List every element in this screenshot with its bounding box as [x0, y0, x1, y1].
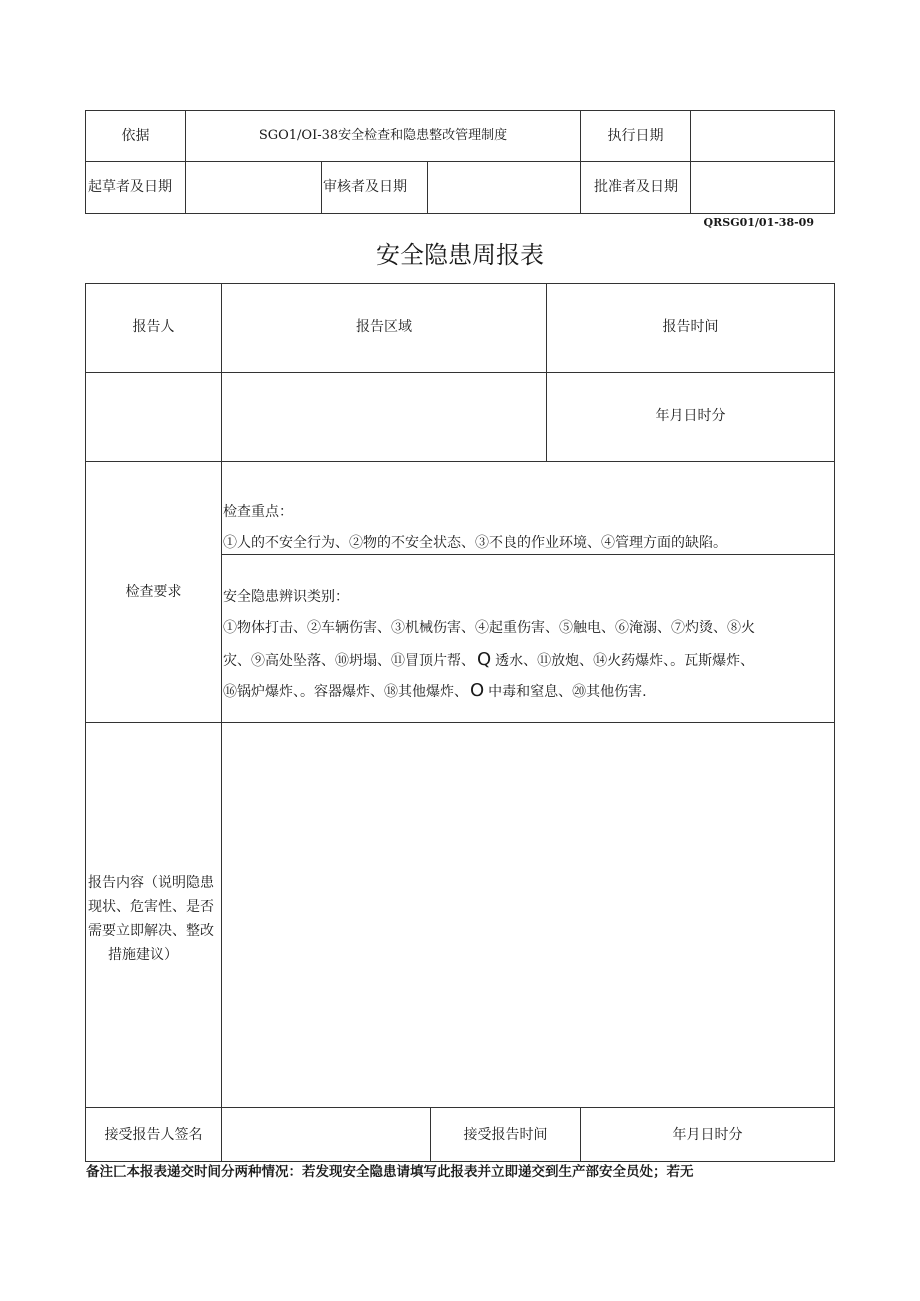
focus-text: ①人的不安全行为、②物的不安全状态、③不良的作业环境、④管理方面的缺陷。: [223, 535, 727, 551]
check-requirements-label: 检查要求: [125, 584, 182, 600]
receiver-sign-label: 接受报告人签名: [104, 1127, 203, 1143]
category-line-3b: 中毒和窒息、⑳其他伤害.: [488, 684, 647, 700]
report-content-area[interactable]: [226, 728, 830, 1102]
category-line-2: [223, 651, 754, 669]
row-divider: [85, 461, 835, 462]
receive-time-label: 接受报告时间: [463, 1127, 548, 1143]
row-divider: [221, 554, 835, 555]
header-table: [85, 110, 835, 214]
reporter-label: 报告人: [132, 319, 175, 335]
content-label-line-1: 报告内容（说明隐患: [88, 875, 214, 891]
category-line-3a: ⑯锅炉爆炸、。容器爆炸、⑱其他爆炸、: [223, 684, 468, 700]
reporter-input[interactable]: [90, 409, 217, 425]
area-input[interactable]: [226, 409, 542, 425]
basis-value: SGO1/OI-38安全检查和隐患整改管理制度: [258, 128, 508, 143]
area-label: 报告区域: [356, 319, 412, 335]
form-code: QRSG01/01-38-09: [703, 216, 814, 229]
category-line-2a: 灾、⑨高处坠落、⑩坍塌、⑪冒顶片帮、: [223, 653, 475, 669]
category-line-3: [223, 682, 647, 700]
col-divider: [221, 283, 222, 1162]
header-col-line: [580, 110, 581, 214]
category-heading: 安全隐患辨识类别：: [223, 589, 349, 605]
header-col-line: [690, 110, 691, 214]
content-label-line-3: 需要立即解决、整改: [88, 923, 214, 939]
footnote: 备注匚本报表递交时间分两种情况：若发现安全隐患请填写此报表并立即递交到生产部安全员处；若无: [86, 1164, 694, 1180]
effective-date-label: 执行日期: [607, 128, 664, 144]
time-label: 报告时间: [662, 319, 719, 335]
category-line-1: ①物体打击、②车辆伤害、③机械伤害、④起重伤害、⑤触电、⑥淹溺、⑦灼烫、⑧火: [223, 620, 755, 636]
header-col-line: [321, 161, 322, 214]
focus-heading: 检查重点：: [223, 504, 293, 520]
row-divider: [85, 372, 835, 373]
reviewer-label: 审核者及日期: [323, 179, 407, 195]
header-col-line: [185, 110, 186, 214]
basis-label: 依据: [121, 128, 150, 144]
category-line-2b: 透水、⑪放炮、⑭火药爆炸、。瓦斯爆炸、: [495, 653, 755, 669]
category-mark-o: O: [470, 680, 485, 701]
row-divider: [85, 1107, 835, 1108]
receiver-sign-input[interactable]: [226, 1128, 426, 1144]
receive-time-value[interactable]: 年月日时分: [672, 1127, 743, 1143]
content-label-line-4: 措施建议）: [108, 947, 178, 963]
time-value[interactable]: 年月日时分: [655, 408, 726, 424]
category-mark-q: Q: [477, 649, 492, 670]
header-col-line: [427, 161, 428, 214]
page-title: 安全隐患周报表: [376, 241, 544, 269]
col-divider: [546, 283, 547, 462]
approver-label: 批准者及日期: [594, 179, 678, 195]
content-label-line-2: 现状、危害性、是否: [88, 899, 214, 915]
drafter-label: 起草者及日期: [88, 179, 172, 195]
row-divider: [85, 722, 835, 723]
header-divider: [85, 161, 835, 162]
